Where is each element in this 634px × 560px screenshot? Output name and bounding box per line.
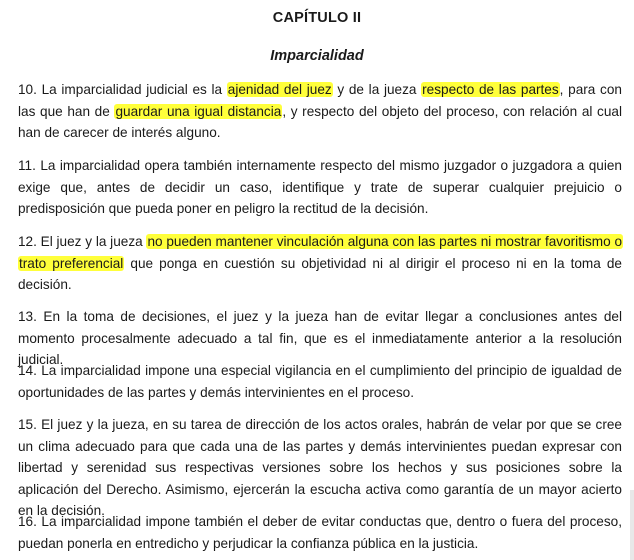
paragraph-13: 13. En la toma de decisiones, el juez y la jueza han de evitar llegar a conclusiones antes del momento procesalmente adecuado a tal fin, que es el inmediatamente anterior a la resolución judicial. <box>18 309 622 367</box>
paragraph-15: 15. El juez y la jueza, en su tarea de dirección de los actos orales, habrán de velar por que se cree un clima adecuado para que cada una de las partes y demás intervinientes puedan expresar con libertad y serenidad sus respectivas versiones sobre los hechos y sus posiciones sobre la aplicación del Derecho. Asimismo, ejercerán la escucha activa como garantía de un mayor acierto en la decisión. <box>18 417 622 518</box>
paragraph-16: 16. La imparcialidad impone también el deber de evitar conductas que, dentro o fuera del proceso, puedan ponerla en entredicho y perjudicar la confianza pública en la justicia. <box>18 514 622 551</box>
paragraph-10-text: 10. La imparcialidad judicial es la <box>18 82 227 97</box>
paragraph-11: 11. La imparcialidad opera también internamente respecto del mismo juzgador o juzgadora a quien exige que, antes de decidir un caso, identifique y trate de superar cualquier prejuicio o predisposición que pueda poner en peligro la rectitud de la decisión. <box>18 158 622 216</box>
paragraph-14: 14. La imparcialidad impone una especial vigilancia en el cumplimiento del principio de igualdad de oportunidades de las partes y demás intervinientes en el proceso. <box>18 363 622 400</box>
paragraph-10 <box>18 79 622 144</box>
paragraph-10-text: , y respecto del objeto del proceso, con relación al cual han de carecer de interés alguno. <box>18 103 622 140</box>
scrollbar-edge[interactable] <box>630 490 634 560</box>
highlight-respecto-partes: respecto de las partes <box>422 82 559 97</box>
paragraph-10-text: , para con las que han de <box>18 82 622 119</box>
highlight-igual-distancia: guardar una igual distancia <box>115 103 282 119</box>
paragraph-12-text: que ponga en cuestión su objetividad ni al dirigir el proceso ni en la toma de decisión. <box>18 255 622 292</box>
paragraph-12 <box>18 231 622 296</box>
highlight-ajenidad: ajenidad del juez <box>227 82 332 97</box>
highlight-vinculacion: no pueden mantener vinculación alguna con las partes ni mostrar favoritismo o trato preferencial <box>19 234 623 271</box>
section-heading: Imparcialidad <box>270 48 364 64</box>
paragraph-10-text: y de la jueza <box>332 82 422 97</box>
chapter-heading: CAPÍTULO II <box>272 10 362 26</box>
paragraph-12-text: 12. El juez y la jueza <box>18 234 147 249</box>
